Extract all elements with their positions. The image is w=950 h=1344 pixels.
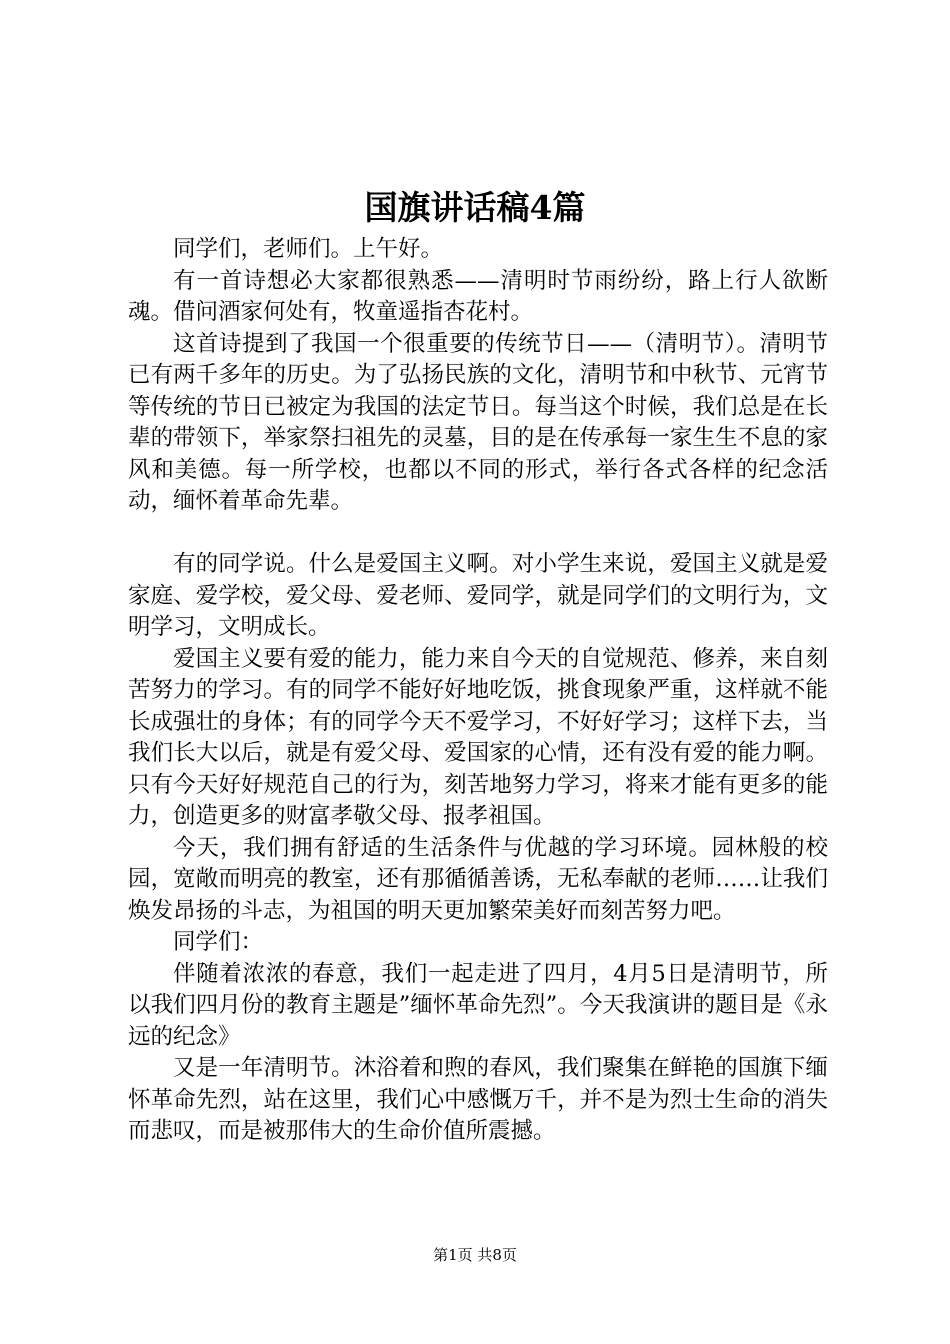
paragraph-environment: 今天，我们拥有舒适的生活条件与优越的学习环境。园林般的校园，宽敞而明亮的教室，还有那循循善诱，无私奉献的老师……让我们焕发昂扬的斗志，为祖国的明天更加繁荣美好而刻苦努力吧。 <box>128 834 828 924</box>
paragraph-qingming-history: 这首诗提到了我国一个很重要的传统节日——（清明节）。清明节已有两千多年的历史。为了弘扬民族的文化，清明节和中秋节、元宵节等传统的节日已被定为我国的法定节日。每当这个时候，我们总是在长辈的带领下，举家祭扫祖先的灵墓，目的是在传承每一家生生不息的家风和美德。每一所学校，也都以不同的形式，举行各式各样的纪念活动，缅怀着革命先辈。 <box>128 330 828 514</box>
document-body <box>128 234 828 1148</box>
paragraph-april-theme: 伴随着浓浓的春意，我们一起走进了四月，4月5日是清明节，所以我们四月份的教育主题是”缅怀革命先烈”。今天我演讲的题目是《永远的纪念》 <box>128 960 828 1050</box>
page-footer: 第1页 共8页 <box>433 1246 517 1264</box>
paragraph-greeting: 同学们，老师们。上午好。 <box>173 236 444 262</box>
paragraph-poem: 有一首诗想必大家都很熟悉——清明时节雨纷纷，路上行人欲断魂。借问酒家何处有，牧童遥指杏花村。 <box>128 267 828 325</box>
paragraph-salutation: 同学们： <box>173 929 264 955</box>
paragraph-tomb-sweeping: 又是一年清明节。沐浴着和煦的春风，我们聚集在鲜艳的国旗下缅怀革命先烈，站在这里，我们心中感慨万千，并不是为烈士生命的消失而悲叹，而是被那伟大的生命价值所震撼。 <box>128 1055 828 1144</box>
paragraph-ability-to-love: 爱国主义要有爱的能力，能力来自今天的自觉规范、修养，来自刻苦努力的学习。有的同学不能好好地吃饭，挑食现象严重，这样就不能长成强壮的身体；有的同学今天不爱学习，不好好学习；这样下去，当我们长大以后，就是有爱父母、爱国家的心情，还有没有爱的能力啊。只有今天好好规范自己的行为，刻苦地努力学习，将来才能有更多的能力，创造更多的财富孝敬父母、报孝祖国。 <box>128 645 828 829</box>
paragraph-patriotism-definition: 有的同学说。什么是爱国主义啊。对小学生来说，爱国主义就是爱家庭、爱学校，爱父母、爱老师、爱同学，就是同学们的文明行为，文明学习，文明成长。 <box>128 551 828 640</box>
document-title: 国旗讲话稿4篇 <box>364 188 586 227</box>
